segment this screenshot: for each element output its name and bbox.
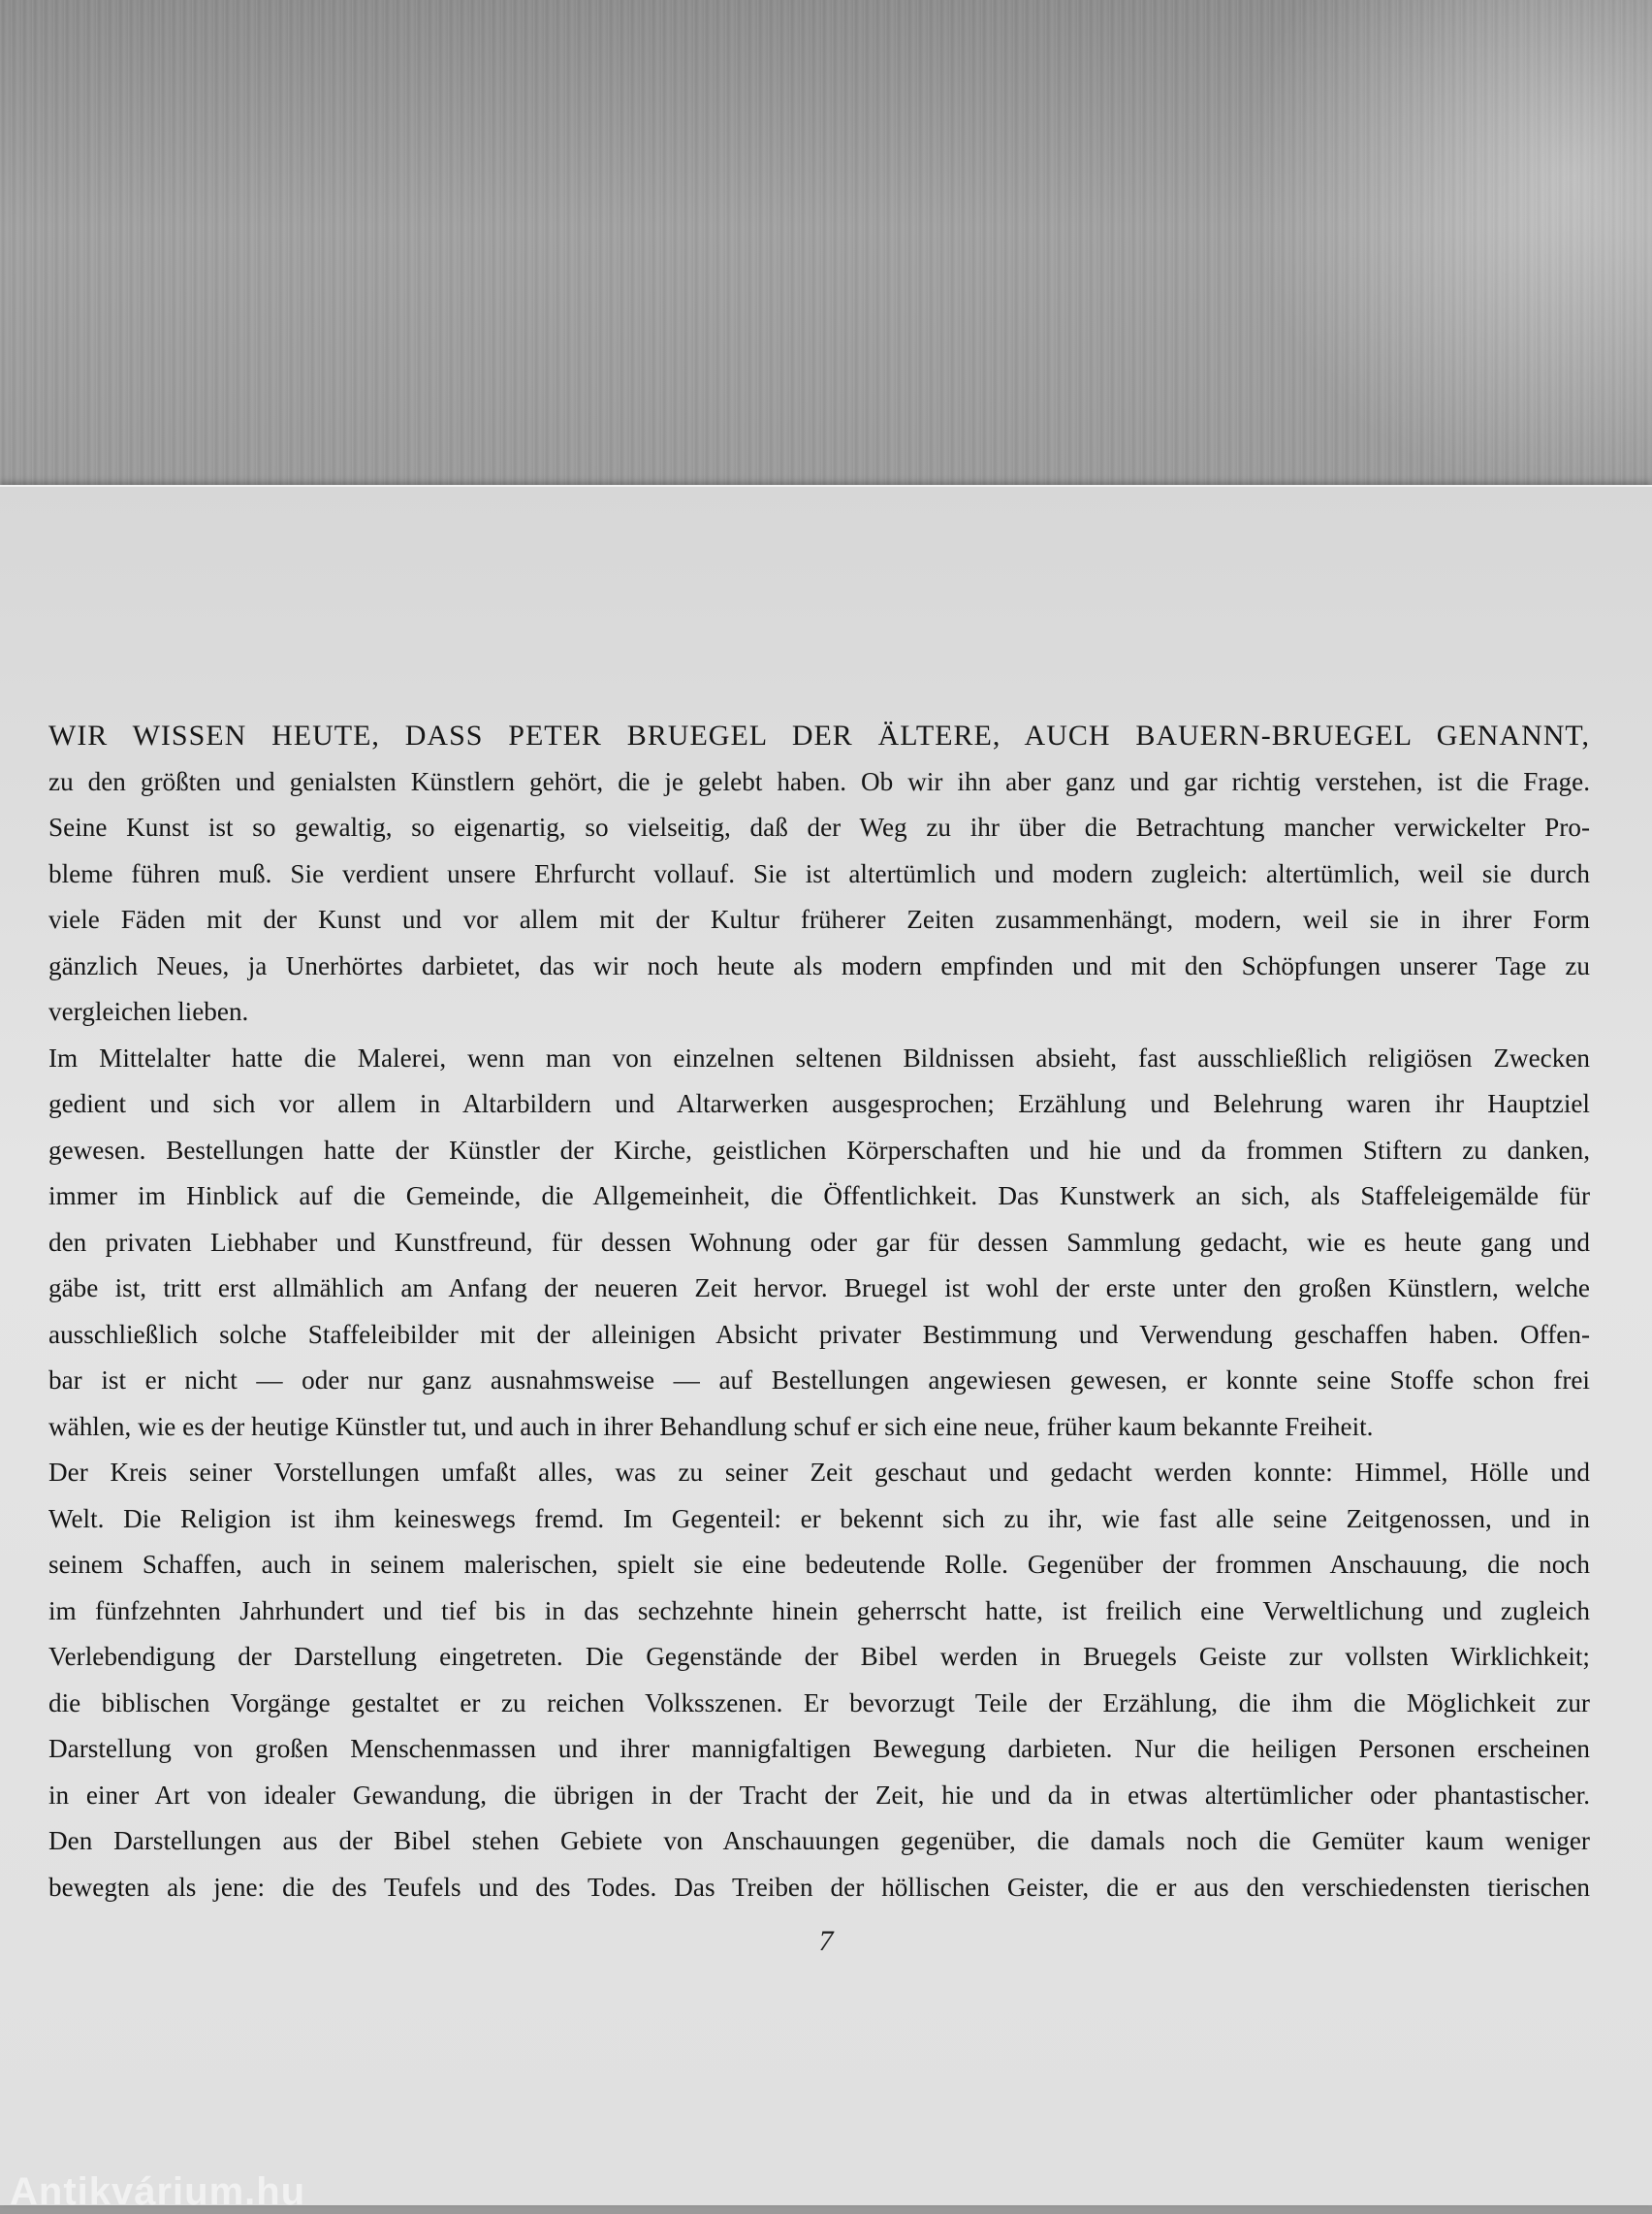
paragraph-2 [48,1036,1590,1451]
text-line: Darstellung von großen Menschenmassen und ihrer mannigfaltigen Bewegung darbieten. Nur die heiligen Personen erscheinen [48,1734,1590,1763]
text-line: wählen, wie es der heutige Künstler tut, und auch in ihrer Behandlung schuf er sich eine neue, früher kaum bekannte Freiheit. [48,1411,1374,1441]
text-line: Seine Kunst ist so gewaltig, so eigenartig, so vielseitig, daß der Weg zu ihr über die Betrachtung mancher verwickelter Pro- [48,813,1590,842]
text-line: im fünfzehnten Jahrhundert und tief bis in das sechzehnte hinein geherrscht hatte, ist freilich eine Verweltlichung und zugleich [48,1595,1590,1625]
light-reflection [1245,0,1652,504]
text-line: den privaten Liebhaber und Kunstfreund, für dessen Wohnung oder gar für dessen Sammlung gedacht, wie es heute gang und [48,1227,1590,1257]
text-line: gäbe ist, tritt erst allmählich am Anfang der neueren Zeit hervor. Bruegel ist wohl der erste unter den großen Künstlern, welche [48,1273,1590,1302]
body-text [48,713,1590,1910]
text-line: in einer Art von idealer Gewandung, die übrigen in der Tracht der Zeit, hie und da in etwas altertümlicher oder phantastischer. [48,1780,1590,1810]
text-line: bleme führen muß. Sie verdient unsere Ehrfurcht vollauf. Sie ist altertümlich und modern zugleich: altertümlich, weil sie durch [48,858,1590,888]
text-line: ausschließlich solche Staffeleibilder mit der alleinigen Absicht privater Bestimmung und Verwendung geschaffen haben. Offen- [48,1319,1590,1349]
text-line: zu den größten und genialsten Künstlern gehört, die je gelebt haben. Ob wir ihn aber ganz und gar richtig verstehen, ist die Frage. [48,766,1590,796]
text-line: Der Kreis seiner Vorstellungen umfaßt alles, was zu seiner Zeit geschaut und gedacht werden konnte: Himmel, Hölle und [48,1458,1590,1487]
text-line: gänzlich Neues, ja Unerhörtes darbietet, das wir noch heute als modern empfinden und mit den Schöpfungen unserer Tage zu [48,950,1590,980]
text-line: die biblischen Vorgänge gestaltet er zu reichen Volksszenen. Er bevorzugt Teile der Erzählung, die ihm die Möglichkeit zur [48,1687,1590,1717]
opening-line: WIR WISSEN HEUTE, DASS PETER BRUEGEL DER ÄLTERE, AUCH BAUERN-BRUEGEL GENANNT, [48,720,1590,752]
text-line: vergleichen lieben. [48,997,249,1026]
text-line: Verlebendigung der Darstellung eingetreten. Die Gegenstände der Bibel werden in Bruegels Geiste zur vollsten Wirklichkeit; [48,1642,1590,1671]
watermark: Antikvárium.hu [10,2170,306,2213]
text-line: gewesen. Bestellungen hatte der Künstler der Kirche, geistlichen Körperschaften und hie und da frommen Stiftern zu danken, [48,1135,1590,1165]
text-line: immer im Hinblick auf die Gemeinde, die Allgemeinheit, die Öffentlichkeit. Das Kunstwerk an sich, als Staffeleigemälde für [48,1181,1590,1210]
paragraph-1 [48,713,1590,1036]
text-line: Den Darstellungen aus der Bibel stehen Gebiete von Anschauungen gegenüber, die damals noch die Gemüter kaum weniger [48,1826,1590,1855]
text-line: gedient und sich vor allem in Altarbildern und Altarwerken ausgesprochen; Erzählung und Belehrung waren ihr Hauptziel [48,1089,1590,1118]
text-line: bar ist er nicht — oder nur ganz ausnahmsweise — auf Bestellungen angewiesen gewesen, er konnte seine Stoffe schon frei [48,1365,1590,1395]
text-line: Welt. Die Religion ist ihm keineswegs fremd. Im Gegenteil: er bekennt sich zu ihr, wie fast alle seine Zeitgenossen, und in [48,1503,1590,1533]
text-line: viele Fäden mit der Kunst und vor allem mit der Kultur früherer Zeiten zusammenhängt, modern, weil sie in ihrer Form [48,905,1590,934]
text-line: seinem Schaffen, auch in seinem malerischen, spielt sie eine bedeutende Rolle. Gegenüber der frommen Anschauung, die noch [48,1550,1590,1579]
paragraph-3 [48,1450,1590,1910]
text-line: Im Mittelalter hatte die Malerei, wenn man von einzelnen seltenen Bildnissen absieht, fast ausschließlich religiösen Zwecken [48,1043,1590,1073]
text-line: bewegten als jene: die des Teufels und des Todes. Das Treiben der höllischen Geister, die er aus den verschiedensten tierischen [48,1872,1590,1902]
page-number: 7 [818,1925,834,1957]
